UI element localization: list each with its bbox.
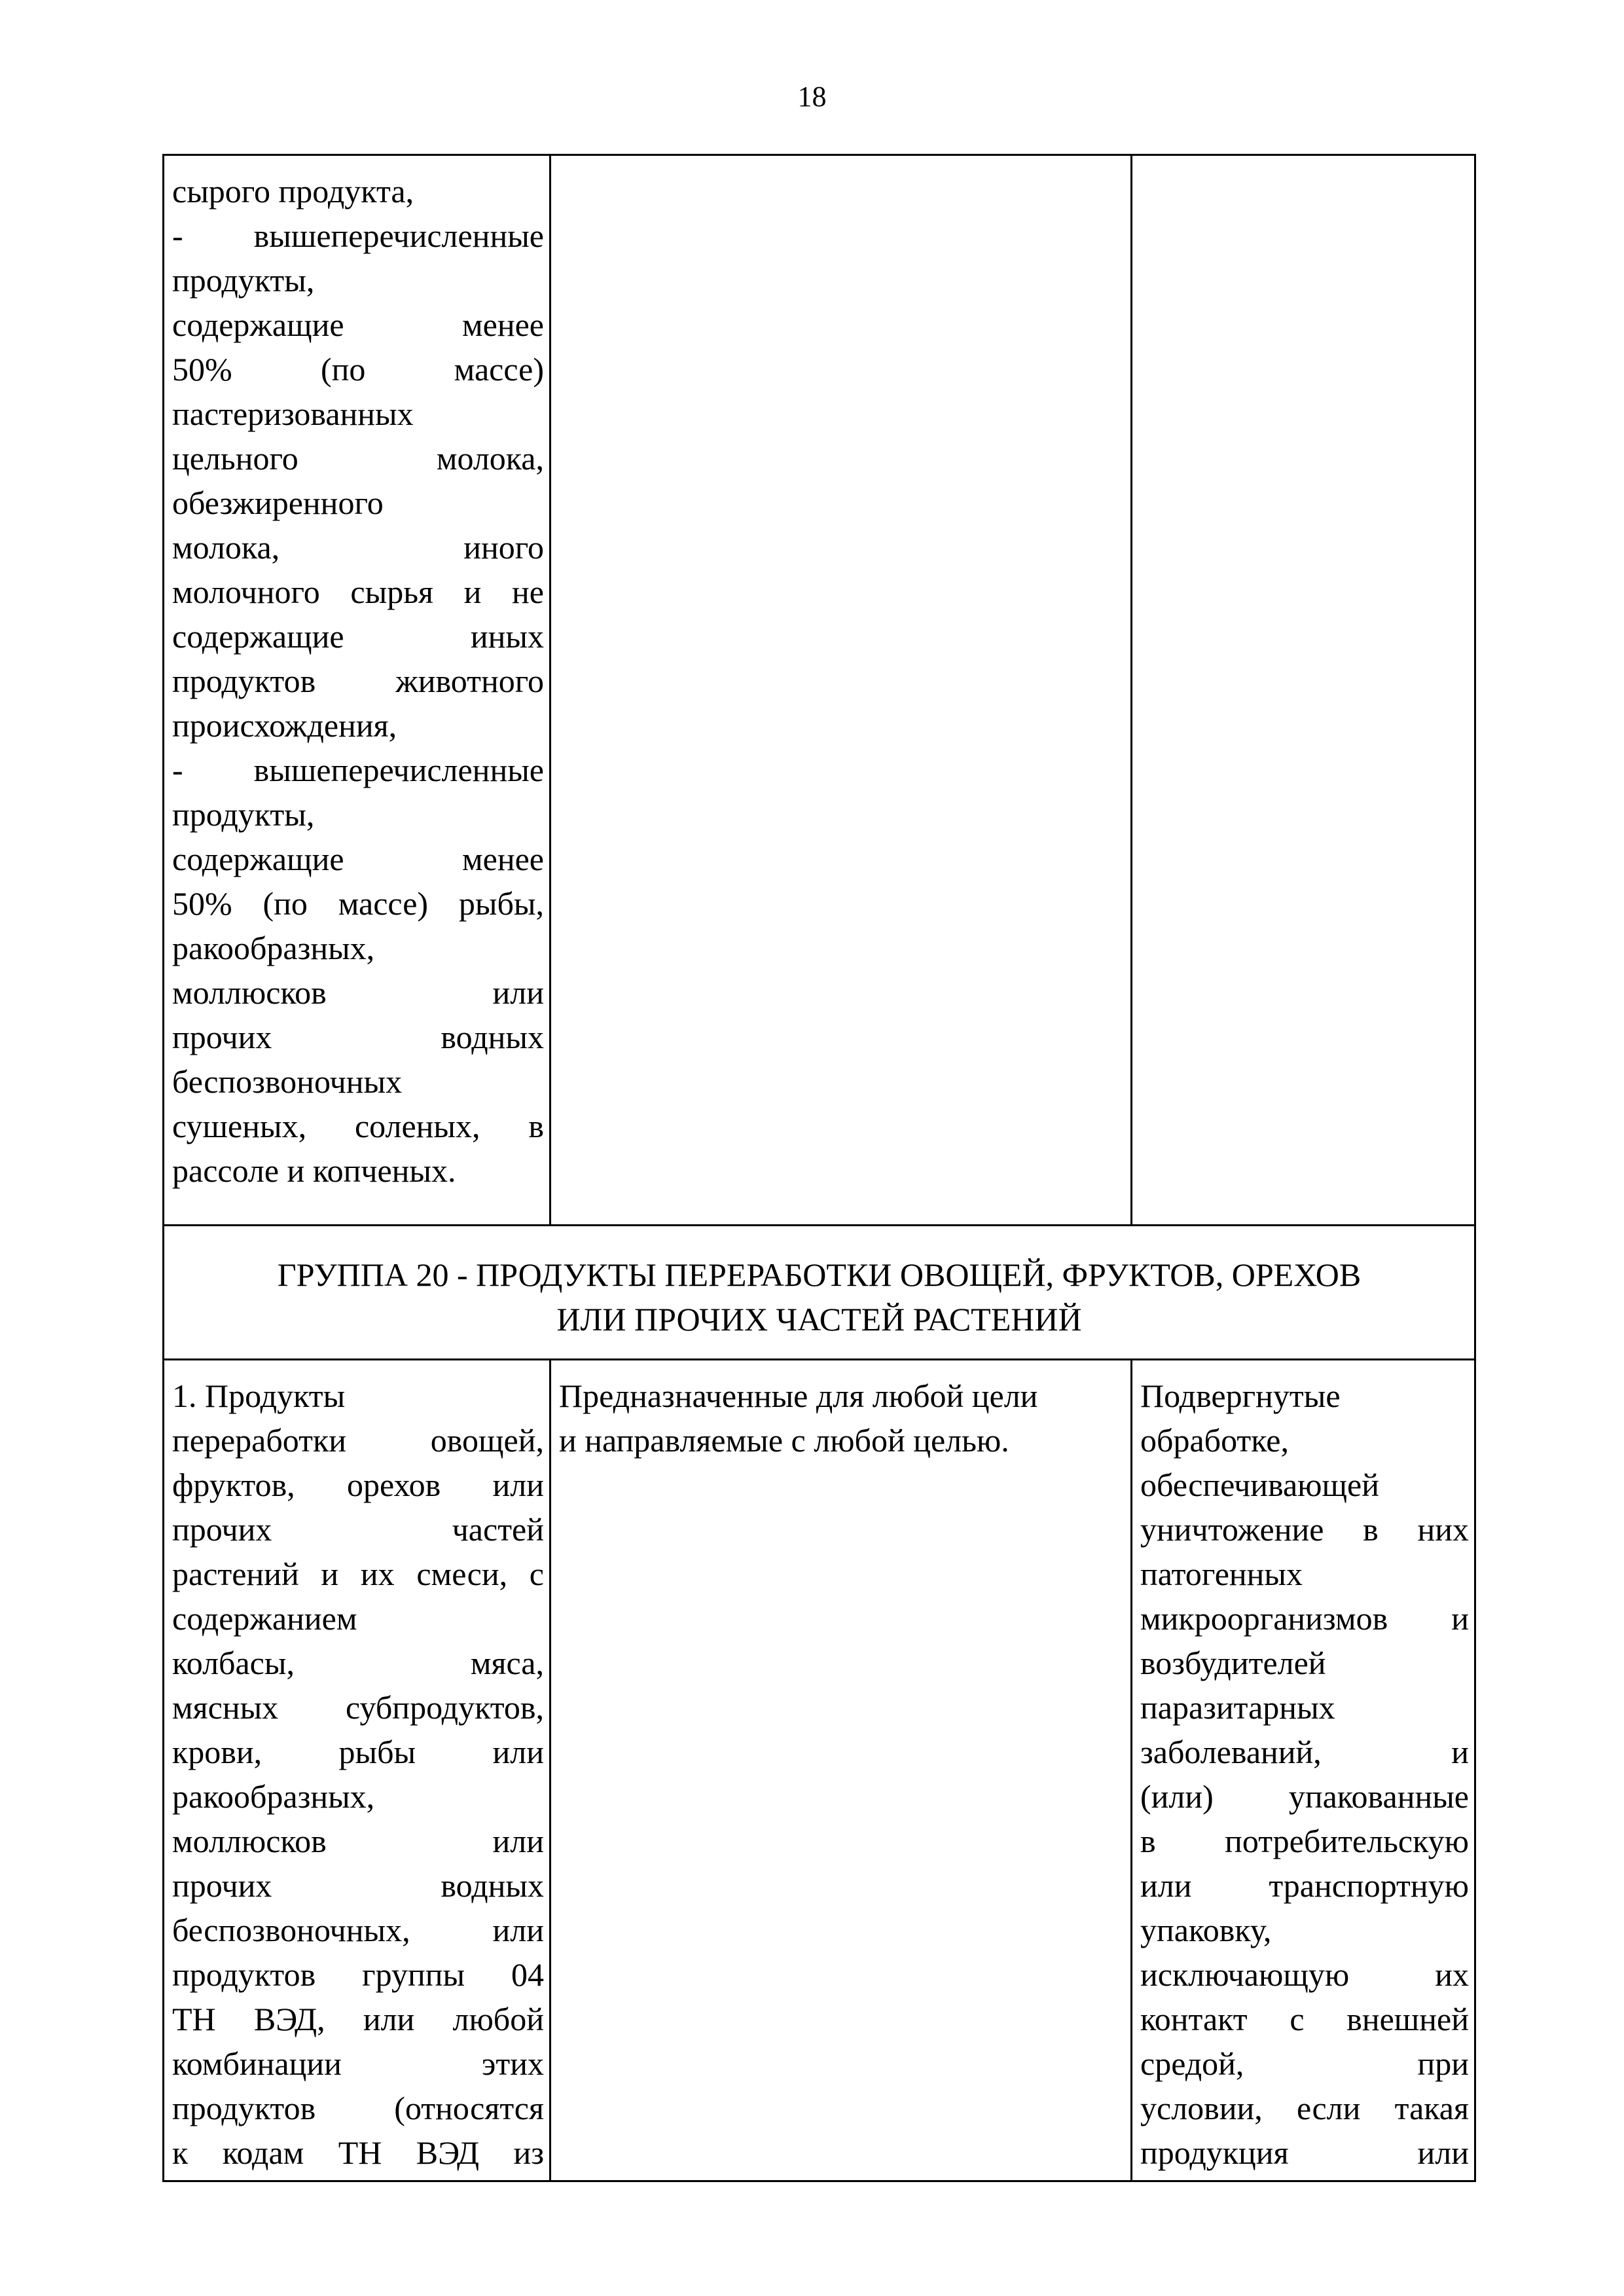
text-line: микроорганизмов и (1140, 1600, 1469, 1637)
text-line: мясных субпродуктов, (172, 1689, 544, 1726)
text-line: - вышеперечисленные (172, 217, 544, 254)
text-line: молочного сырья и не (172, 574, 544, 610)
text-line: к кодам ТН ВЭД из (172, 2134, 544, 2171)
text-line: сырого продукта, (172, 173, 414, 210)
text-line: Предназначенные для любой цели (559, 1377, 1038, 1414)
text-line: моллюсков или (172, 974, 544, 1011)
text-line: обработке, (1140, 1422, 1290, 1459)
text-line: прочих водных (172, 1867, 544, 1904)
text-line: моллюсков или (172, 1823, 544, 1859)
text-line: переработки овощей, (172, 1422, 544, 1459)
cell-purpose (550, 1360, 1132, 2181)
text-line: молока, иного (172, 529, 544, 566)
text-line: условии, если такая (1140, 2090, 1469, 2126)
text-line: фруктов, орехов или (172, 1467, 544, 1503)
text-line: 50% (по массе) (172, 351, 544, 388)
text-line: сушеных, соленых, в (172, 1108, 544, 1144)
text-line: цельного молока, (172, 440, 544, 477)
cell-conditions-empty (1132, 155, 1475, 1226)
text-line: и направляемые с любой целью. (559, 1422, 1009, 1459)
group-heading (164, 1226, 1475, 1360)
text-line: содержащие менее (172, 841, 544, 877)
text-line: крови, рыбы или (172, 1734, 544, 1770)
text-line: колбасы, мяса, (172, 1645, 544, 1681)
page-number: 18 (797, 81, 827, 113)
text-line: возбудителей (1140, 1645, 1326, 1681)
text-line: прочих частей (172, 1511, 544, 1548)
text-line: ракообразных, (172, 1778, 375, 1815)
text-line: ракообразных, (172, 930, 375, 966)
text-line: обезжиренного (172, 484, 384, 521)
text-line: или транспортную (1140, 1867, 1469, 1904)
group-heading-line: ИЛИ ПРОЧИХ ЧАСТЕЙ РАСТЕНИЙ (556, 1301, 1082, 1338)
table-row (164, 155, 1475, 1226)
text-line: 1. Продукты (172, 1377, 346, 1414)
text-line: рассоле и копченых. (172, 1152, 456, 1189)
text-line: исключающую их (1140, 1956, 1469, 1993)
cell-product-description (164, 1360, 550, 2181)
text-line: содержащие менее (172, 306, 544, 343)
text-line: продукты, (172, 262, 315, 299)
text-line: беспозвоночных (172, 1063, 403, 1100)
text-line: растений и их смеси, с (172, 1556, 544, 1592)
text-line: содержанием (172, 1600, 357, 1637)
text-line: средой, при (1140, 2045, 1469, 2082)
text-line: контакт с внешней (1140, 2001, 1469, 2037)
text-line: обеспечивающей (1140, 1467, 1379, 1503)
text-line: беспозвоночных, или (172, 1912, 544, 1948)
table-row (164, 1360, 1475, 2181)
text-line: (или) упакованные (1140, 1778, 1469, 1815)
text-line: продуктов группы 04 (172, 1956, 544, 1993)
cell-conditions (1132, 1360, 1475, 2181)
text-line: упаковку, (1140, 1912, 1272, 1948)
text-line: ТН ВЭД, или любой (172, 2001, 544, 2037)
text-line: продукция или (1140, 2134, 1469, 2171)
text-line: происхождения, (172, 707, 397, 744)
text-line: прочих водных (172, 1019, 544, 1055)
text-line: уничтожение в них (1140, 1511, 1469, 1548)
text-line: комбинации этих (172, 2045, 544, 2082)
group-header-row (164, 1226, 1475, 1360)
text-line: патогенных (1140, 1556, 1303, 1592)
text-line: Подвергнутые (1140, 1377, 1341, 1414)
text-line: паразитарных (1140, 1689, 1335, 1726)
text-line: пастеризованных (172, 395, 414, 432)
text-line: - вышеперечисленные (172, 752, 544, 788)
text-line: 50% (по массе) рыбы, (172, 885, 544, 922)
text-line: заболеваний, и (1140, 1734, 1469, 1770)
cell-purpose-empty (550, 155, 1132, 1226)
text-line: продуктов (относятся (172, 2090, 544, 2126)
cell-product-description (164, 155, 550, 1226)
text-line: содержащие иных (172, 618, 544, 655)
document-table (162, 154, 1476, 2182)
text-line: продуктов животного (172, 663, 544, 699)
group-heading-line: ГРУППА 20 - ПРОДУКТЫ ПЕРЕРАБОТКИ ОВОЩЕЙ, ФРУКТОВ, ОРЕХОВ (277, 1256, 1362, 1293)
text-line: продукты, (172, 796, 315, 833)
text-line: в потребительскую (1140, 1823, 1469, 1859)
